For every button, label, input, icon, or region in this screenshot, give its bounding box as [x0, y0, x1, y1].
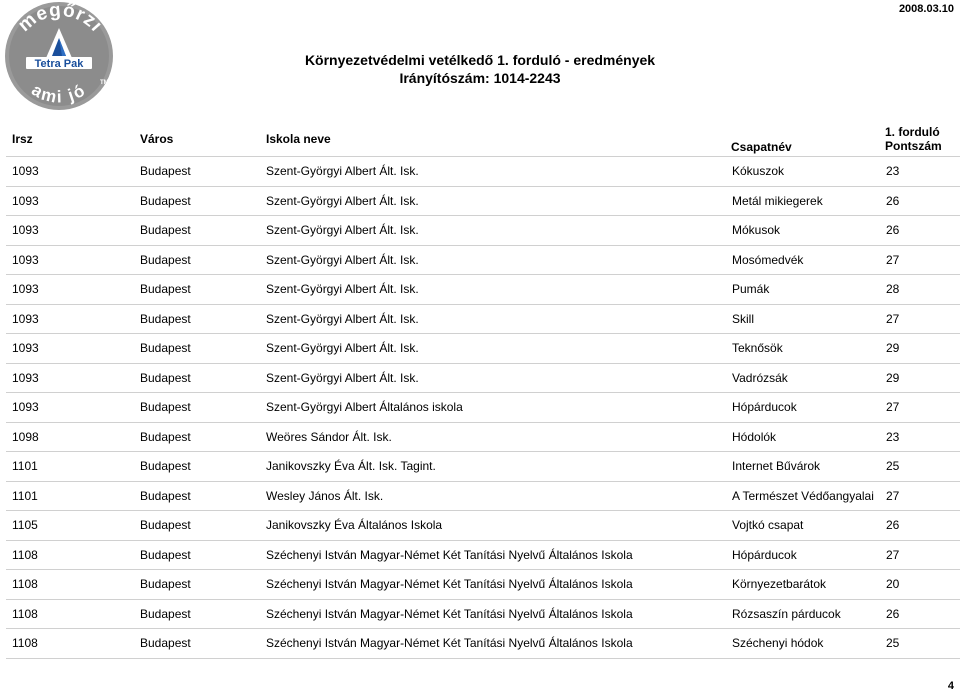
- iskola-cell: Szent-Györgyi Albert Ált. Isk.: [266, 304, 732, 334]
- iskola-cell: Szent-Györgyi Albert Ált. Isk.: [266, 363, 732, 393]
- pontszam-cell: 23: [886, 157, 960, 187]
- varos-cell: Budapest: [140, 216, 266, 246]
- irsz-cell: 1105: [6, 511, 140, 541]
- varos-cell: Budapest: [140, 334, 266, 364]
- csapat-cell: Mókusok: [732, 216, 886, 246]
- table-row: [6, 422, 960, 452]
- table-row: [6, 216, 960, 246]
- pontszam-cell: 26: [886, 511, 960, 541]
- pontszam-cell: 29: [886, 363, 960, 393]
- table-row: [6, 511, 960, 541]
- varos-cell: Budapest: [140, 452, 266, 482]
- table-row: [6, 481, 960, 511]
- report-date: 2008.03.10: [898, 3, 954, 15]
- csapat-cell: Hódolók: [732, 422, 886, 452]
- table-row: [6, 629, 960, 659]
- iskola-cell: Szent-Györgyi Albert Ált. Isk.: [266, 275, 732, 305]
- irsz-cell: 1101: [6, 481, 140, 511]
- iskola-cell: Janikovszky Éva Általános Iskola: [266, 511, 732, 541]
- iskola-cell: Wesley János Ált. Isk.: [266, 481, 732, 511]
- csapat-cell: Vadrózsák: [732, 363, 886, 393]
- page-number: 4: [947, 680, 954, 692]
- irsz-cell: 1093: [6, 157, 140, 187]
- csapat-cell: Internet Bűvárok: [732, 452, 886, 482]
- irsz-cell: 1093: [6, 275, 140, 305]
- iskola-cell: Széchenyi István Magyar-Német Két Tanítási Nyelvű Általános Iskola: [266, 540, 732, 570]
- col-header-varos: Város: [140, 132, 174, 146]
- varos-cell: Budapest: [140, 363, 266, 393]
- pontszam-cell: 26: [886, 599, 960, 629]
- table-row: [6, 393, 960, 423]
- iskola-cell: Szent-Györgyi Albert Ált. Isk.: [266, 157, 732, 187]
- varos-cell: Budapest: [140, 186, 266, 216]
- irsz-cell: 1108: [6, 540, 140, 570]
- iskola-cell: Szent-Györgyi Albert Ált. Isk.: [266, 186, 732, 216]
- col-header-csapat: Csapatnév: [731, 140, 792, 154]
- varos-cell: Budapest: [140, 570, 266, 600]
- pontszam-cell: 26: [886, 186, 960, 216]
- pontszam-cell: 27: [886, 304, 960, 334]
- pontszam-cell: 28: [886, 275, 960, 305]
- logo-bottom-text: ami jó: [28, 80, 90, 108]
- logo-brand-text: Tetra Pak: [34, 58, 84, 70]
- irsz-cell: 1101: [6, 452, 140, 482]
- csapat-cell: Hópárducok: [732, 540, 886, 570]
- table-row: [6, 186, 960, 216]
- pontszam-cell: 25: [886, 629, 960, 659]
- iskola-cell: Széchenyi István Magyar-Német Két Tanítási Nyelvű Általános Iskola: [266, 599, 732, 629]
- col-header-pont-line1: 1. forduló: [885, 125, 940, 139]
- varos-cell: Budapest: [140, 245, 266, 275]
- iskola-cell: Széchenyi István Magyar-Német Két Tanítási Nyelvű Általános Iskola: [266, 629, 732, 659]
- irsz-cell: 1093: [6, 216, 140, 246]
- results-table: [6, 156, 960, 659]
- pontszam-cell: 23: [886, 422, 960, 452]
- pontszam-cell: 26: [886, 216, 960, 246]
- table-row: [6, 599, 960, 629]
- varos-cell: Budapest: [140, 157, 266, 187]
- iskola-cell: Szent-Györgyi Albert Ált. Isk.: [266, 216, 732, 246]
- pontszam-cell: 27: [886, 245, 960, 275]
- csapat-cell: Metál mikiegerek: [732, 186, 886, 216]
- irsz-cell: 1093: [6, 186, 140, 216]
- varos-cell: Budapest: [140, 511, 266, 541]
- table-row: [6, 157, 960, 187]
- pontszam-cell: 27: [886, 540, 960, 570]
- col-header-iskola: Iskola neve: [266, 132, 331, 146]
- csapat-cell: Pumák: [732, 275, 886, 305]
- varos-cell: Budapest: [140, 481, 266, 511]
- csapat-cell: Széchenyi hódok: [732, 629, 886, 659]
- csapat-cell: Skill: [732, 304, 886, 334]
- irsz-cell: 1093: [6, 393, 140, 423]
- irsz-cell: 1093: [6, 304, 140, 334]
- irsz-cell: 1108: [6, 599, 140, 629]
- csapat-cell: Kókuszok: [732, 157, 886, 187]
- table-row: [6, 570, 960, 600]
- varos-cell: Budapest: [140, 275, 266, 305]
- irsz-cell: 1108: [6, 629, 140, 659]
- pontszam-cell: 25: [886, 452, 960, 482]
- table-row: [6, 304, 960, 334]
- pontszam-cell: 27: [886, 393, 960, 423]
- pontszam-cell: 29: [886, 334, 960, 364]
- irsz-cell: 1093: [6, 334, 140, 364]
- irsz-cell: 1098: [6, 422, 140, 452]
- page-title: Környezetvédelmi vetélkedő 1. forduló - eredmények: [304, 52, 656, 68]
- csapat-cell: Hópárducok: [732, 393, 886, 423]
- csapat-cell: Vojtkó csapat: [732, 511, 886, 541]
- iskola-cell: Weöres Sándor Ált. Isk.: [266, 422, 732, 452]
- csapat-cell: A Természet Védőangyalai: [732, 481, 886, 511]
- table-row: [6, 540, 960, 570]
- col-header-pont-line2: Pontszám: [885, 139, 942, 153]
- logo-top-text: megőrzi: [14, 0, 107, 37]
- iskola-cell: Szent-Györgyi Albert Ált. Isk.: [266, 245, 732, 275]
- logo-tm-text: TM: [100, 80, 109, 86]
- iskola-cell: Széchenyi István Magyar-Német Két Tanítási Nyelvű Általános Iskola: [266, 570, 732, 600]
- varos-cell: Budapest: [140, 540, 266, 570]
- iskola-cell: Szent-Györgyi Albert Általános iskola: [266, 393, 732, 423]
- irsz-cell: 1093: [6, 363, 140, 393]
- iskola-cell: Szent-Györgyi Albert Ált. Isk.: [266, 334, 732, 364]
- table-row: [6, 363, 960, 393]
- page-subtitle: Irányítószám: 1014-2243: [399, 70, 561, 86]
- pontszam-cell: 20: [886, 570, 960, 600]
- table-row: [6, 245, 960, 275]
- varos-cell: Budapest: [140, 304, 266, 334]
- iskola-cell: Janikovszky Éva Ált. Isk. Tagint.: [266, 452, 732, 482]
- varos-cell: Budapest: [140, 393, 266, 423]
- irsz-cell: 1108: [6, 570, 140, 600]
- irsz-cell: 1093: [6, 245, 140, 275]
- varos-cell: Budapest: [140, 629, 266, 659]
- csapat-cell: Mosómedvék: [732, 245, 886, 275]
- csapat-cell: Rózsaszín párducok: [732, 599, 886, 629]
- varos-cell: Budapest: [140, 422, 266, 452]
- table-row: [6, 452, 960, 482]
- csapat-cell: Teknősök: [732, 334, 886, 364]
- varos-cell: Budapest: [140, 599, 266, 629]
- csapat-cell: Környezetbarátok: [732, 570, 886, 600]
- table-row: [6, 334, 960, 364]
- table-row: [6, 275, 960, 305]
- pontszam-cell: 27: [886, 481, 960, 511]
- col-header-irsz: Irsz: [12, 132, 33, 146]
